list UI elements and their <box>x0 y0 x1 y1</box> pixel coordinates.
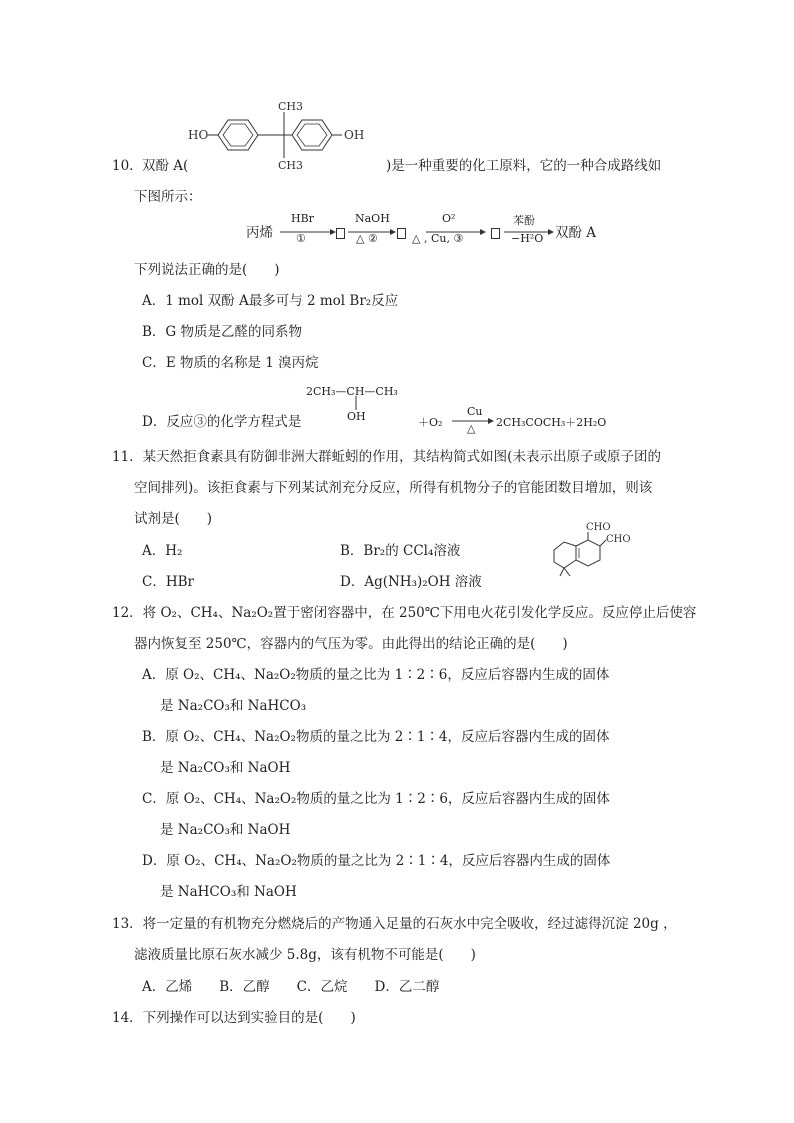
q12-option-c: C．原 O₂、CH₄、Na₂O₂物质的量之比为 1∶2∶6，反应后容器内生成的固体 <box>142 791 610 807</box>
q10-option-a: A．1 mol 双酚 A最多可与 2 mol Br₂反应 <box>142 293 399 309</box>
q12-option-c-cont: 是 Na₂CO₃和 NaOH <box>160 822 291 838</box>
optd-oh: OH <box>347 410 366 423</box>
q11-option-c: C．HBr <box>142 574 194 590</box>
arrow4-reagent: 苯酚 <box>513 214 535 227</box>
q14-line1: 14．下列操作可以达到实验目的是( ) <box>112 1010 356 1026</box>
box-f <box>397 228 406 239</box>
arrow4 <box>504 227 554 237</box>
q10-option-b: B．G 物质是乙醛的同系物 <box>142 324 302 340</box>
q11-option-d: D．Ag(NH₃)₂OH 溶液 <box>340 574 482 590</box>
struct-ho-label: HO <box>188 128 209 142</box>
arrow1-step: ① <box>296 232 306 245</box>
q13-line1: 13．将一定量的有机物充分燃烧后的产物通入足量的石灰水中完全吸收，经过滤得沉淀 20g ， <box>112 916 677 932</box>
struct-oh-label: OH <box>344 128 365 142</box>
q11-line1: 11．某天然拒食素具有防御非洲大群蚯蚓的作用，其结构简式如图(未表示出原子或原子团的 <box>112 449 661 465</box>
q12-line2: 器内恢复至 250℃，容器内的气压为零。由此得出的结论正确的是( ) <box>134 636 568 652</box>
arrow3 <box>426 227 486 237</box>
q12-line1: 12．将 O₂、CH₄、Na₂O₂置于密闭容器中，在 250℃下用电火花引发化学反应。反应停止后使容 <box>112 605 697 621</box>
box-g <box>491 228 500 239</box>
q13-line2: 滤液质量比原石灰水减少 5.8g，该有机物不可能是( ) <box>134 947 476 963</box>
arrow2-step: △ ② <box>356 232 378 245</box>
arrow2-reagent: NaOH <box>355 212 390 225</box>
q10-stem-b: )是一种重要的化工原料，它的一种合成路线如 <box>386 158 662 174</box>
optd-heat: △ <box>467 422 476 435</box>
struct-ch3-top: CH3 <box>278 100 304 113</box>
optd-reactant: 2CH₃—CH—CH₃ <box>306 385 398 398</box>
q11-line3: 试剂是( ) <box>134 511 213 527</box>
q12-option-d: D．原 O₂、CH₄、Na₂O₂物质的量之比为 2∶1∶4，反应后容器内生成的固体 <box>142 853 611 869</box>
optd-product: 2CH₃COCH₃＋2H₂O <box>496 416 607 429</box>
q10-stem-a: 双酚 A( <box>142 158 189 174</box>
q10-stem-c: 下图所示： <box>134 189 202 205</box>
q11-line2: 空间排列)。该拒食素与下列某试剂充分反应，所得有机物分子的官能团数目增加，则该 <box>134 480 653 496</box>
q12-option-b-cont: 是 Na₂CO₃和 NaOH <box>160 760 291 776</box>
q10-option-c: C．E 物质的名称是 1 溴丙烷 <box>142 355 319 371</box>
arrow1 <box>280 227 336 237</box>
arrow4-step: −H²O <box>511 232 544 245</box>
q13-options: A．乙烯 B．乙醇 C．乙烷 D．乙二醇 <box>142 979 440 995</box>
q12-option-a-cont: 是 Na₂CO₃和 NaHCO₃ <box>160 698 307 714</box>
route-end: 双酚 A <box>555 225 597 241</box>
q10-number: 10． <box>112 158 143 174</box>
arrow3-step: △ , Cu, ③ <box>412 232 464 245</box>
box-e <box>336 228 345 239</box>
arrow3-reagent: O² <box>442 212 456 225</box>
q11-option-a: A．H₂ <box>142 543 183 559</box>
q11-option-b: B．Br₂的 CCl₄溶液 <box>340 543 461 559</box>
struct-cho-1: CHO <box>586 522 611 533</box>
bisphenol-a-structure <box>186 96 386 176</box>
optd-catalyst: Cu <box>467 405 483 418</box>
struct-ch3-bottom: CH3 <box>278 159 304 172</box>
arrow2 <box>348 227 396 237</box>
q10-option-d-label: D．反应③的化学方程式是 <box>142 414 302 430</box>
antifeedant-structure <box>546 520 640 584</box>
struct-cho-2: CHO <box>606 534 631 545</box>
q12-option-d-cont: 是 NaHCO₃和 NaOH <box>160 884 297 900</box>
q12-option-a: A．原 O₂、CH₄、Na₂O₂物质的量之比为 1∶2∶6，反应后容器内生成的固体 <box>142 667 610 683</box>
route-start: 丙烯 <box>246 225 273 241</box>
q12-option-b: B．原 O₂、CH₄、Na₂O₂物质的量之比为 2∶1∶4，反应后容器内生成的固体 <box>142 729 610 745</box>
optd-arrow <box>452 416 494 426</box>
optd-plus-o2: ＋O₂ <box>418 416 443 429</box>
arrow1-reagent: HBr <box>291 212 314 225</box>
q10-question: 下列说法正确的是( ) <box>134 262 280 278</box>
